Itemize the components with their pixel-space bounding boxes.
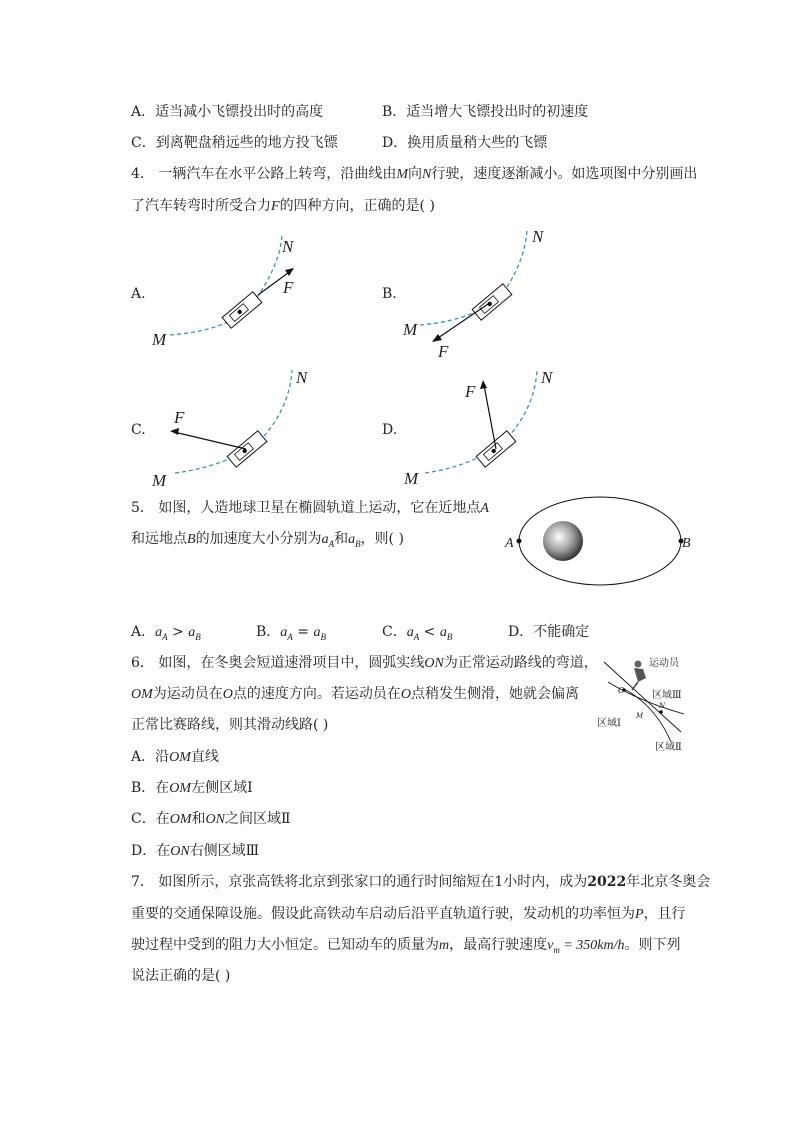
label-m: M [403,320,418,339]
label-n: N [532,227,544,246]
q3-option-c: C．到离靶盘稍远些的地方投飞镖 [131,135,338,151]
label-region2: 区域Ⅱ [655,742,682,753]
q4-stem-line2: 了汽车转弯时所受合力F的四种方向，正确的是( ) [131,198,435,214]
q5-orbit-figure [500,496,700,591]
label-f: F [438,342,449,361]
q6-stem-line3: 正常比赛路线，则其滑动线路( ) [131,717,329,733]
label-m: M [152,471,167,490]
q4-option-c-label: C. [131,422,146,438]
car-icon [472,284,512,320]
car-icon [222,292,262,328]
label-f: F [283,278,294,297]
q7-stem-line2: 重要的交通保障设施。假设此高铁动车启动后沿平直轨道行驶，发动机的功率恒为P，且行 [131,906,686,922]
q7-stem-line1: 7． 如图所示，京张高铁将北京到张家口的通行时间缩短在1小时内，成为2022年北京冬奥会 [131,874,711,890]
point-m [659,710,663,714]
q5-stem-line2: 和远地点B的加速度大小分别为$a_A$和$a_B$，则( ) [131,531,404,549]
label-n: N [541,368,553,387]
q4-figure-b [395,225,575,360]
q5-option-d: D．不能确定 [508,624,590,640]
q6-stem-line1: 6． 如图，在冬奥会短道速滑项目中，圆弧实线ON为正常运动路线的弯道， [131,655,598,671]
q3-option-a: A．适当减小飞镖投出时的高度 [131,104,324,120]
label-o: O [618,686,625,695]
q6-stem-line2: OM为运动员在O点的速度方向。若运动员在O点稍发生侧滑，她就会偏离 [131,686,580,702]
q6-option-c: C．在OM和ON之间区域Ⅱ [131,811,291,827]
q6-speed-skating-figure [596,652,696,757]
skater-icon [632,661,646,691]
q5-option-c: C．$a_A < a_B$ [382,624,453,642]
q5-stem-line1: 5． 如图，人造地球卫星在椭圆轨道上运动，它在近地点A [131,500,489,516]
label-m: M [152,330,167,349]
q4-figure-c [150,365,330,490]
label-f: F [465,382,476,401]
force-arrow [435,302,491,340]
q4-figure-d [400,365,580,490]
q4-option-a-label: A. [131,286,146,302]
label-region3: 区域Ⅲ [652,690,682,701]
q4-option-b-label: B. [382,286,397,302]
label-a: A [505,536,514,551]
q6-option-d: D．在ON右侧区域Ⅲ [131,843,260,859]
label-b: B [682,536,691,551]
q5-option-a: A．$a_A > a_B$ [131,624,201,642]
q3-option-b: B．适当增大飞镖投出时的初速度 [382,104,589,120]
label-region1: 区域Ⅰ [597,718,621,729]
label-m: M [404,469,419,488]
label-n: N [296,368,308,387]
force-arrow [484,385,496,449]
q6-option-b: B．在OM左侧区域Ⅰ [131,780,253,796]
label-athlete: 运动员 [649,658,679,669]
q5-option-b: B．$a_A = a_B$ [256,624,326,642]
q7-stem-line3: 驶过程中受到的阻力大小恒定。已知动车的质量为m，最高行驶速度$v_m = 350km/h$。则下列 [131,937,681,955]
point-a [517,539,522,544]
q6-option-a: A．沿OM直线 [131,749,219,765]
q4-stem-line1: 4． 一辆汽车在水平公路上转弯，沿曲线由M向N行驶，速度逐渐减小。如选项图中分别画出 [131,166,698,182]
q3-option-d: D．换用质量稍大些的飞镖 [382,135,548,151]
car-icon [227,431,267,467]
label-n: N [282,237,294,256]
q4-option-d-label: D. [382,422,398,438]
earth-icon [543,521,583,561]
force-arrow [174,432,246,449]
label-n: N [659,702,666,710]
label-m: M [636,712,644,720]
q4-figure-a [140,230,320,355]
label-f: F [174,408,185,427]
q7-stem-line4: 说法正确的是( ) [131,968,231,984]
